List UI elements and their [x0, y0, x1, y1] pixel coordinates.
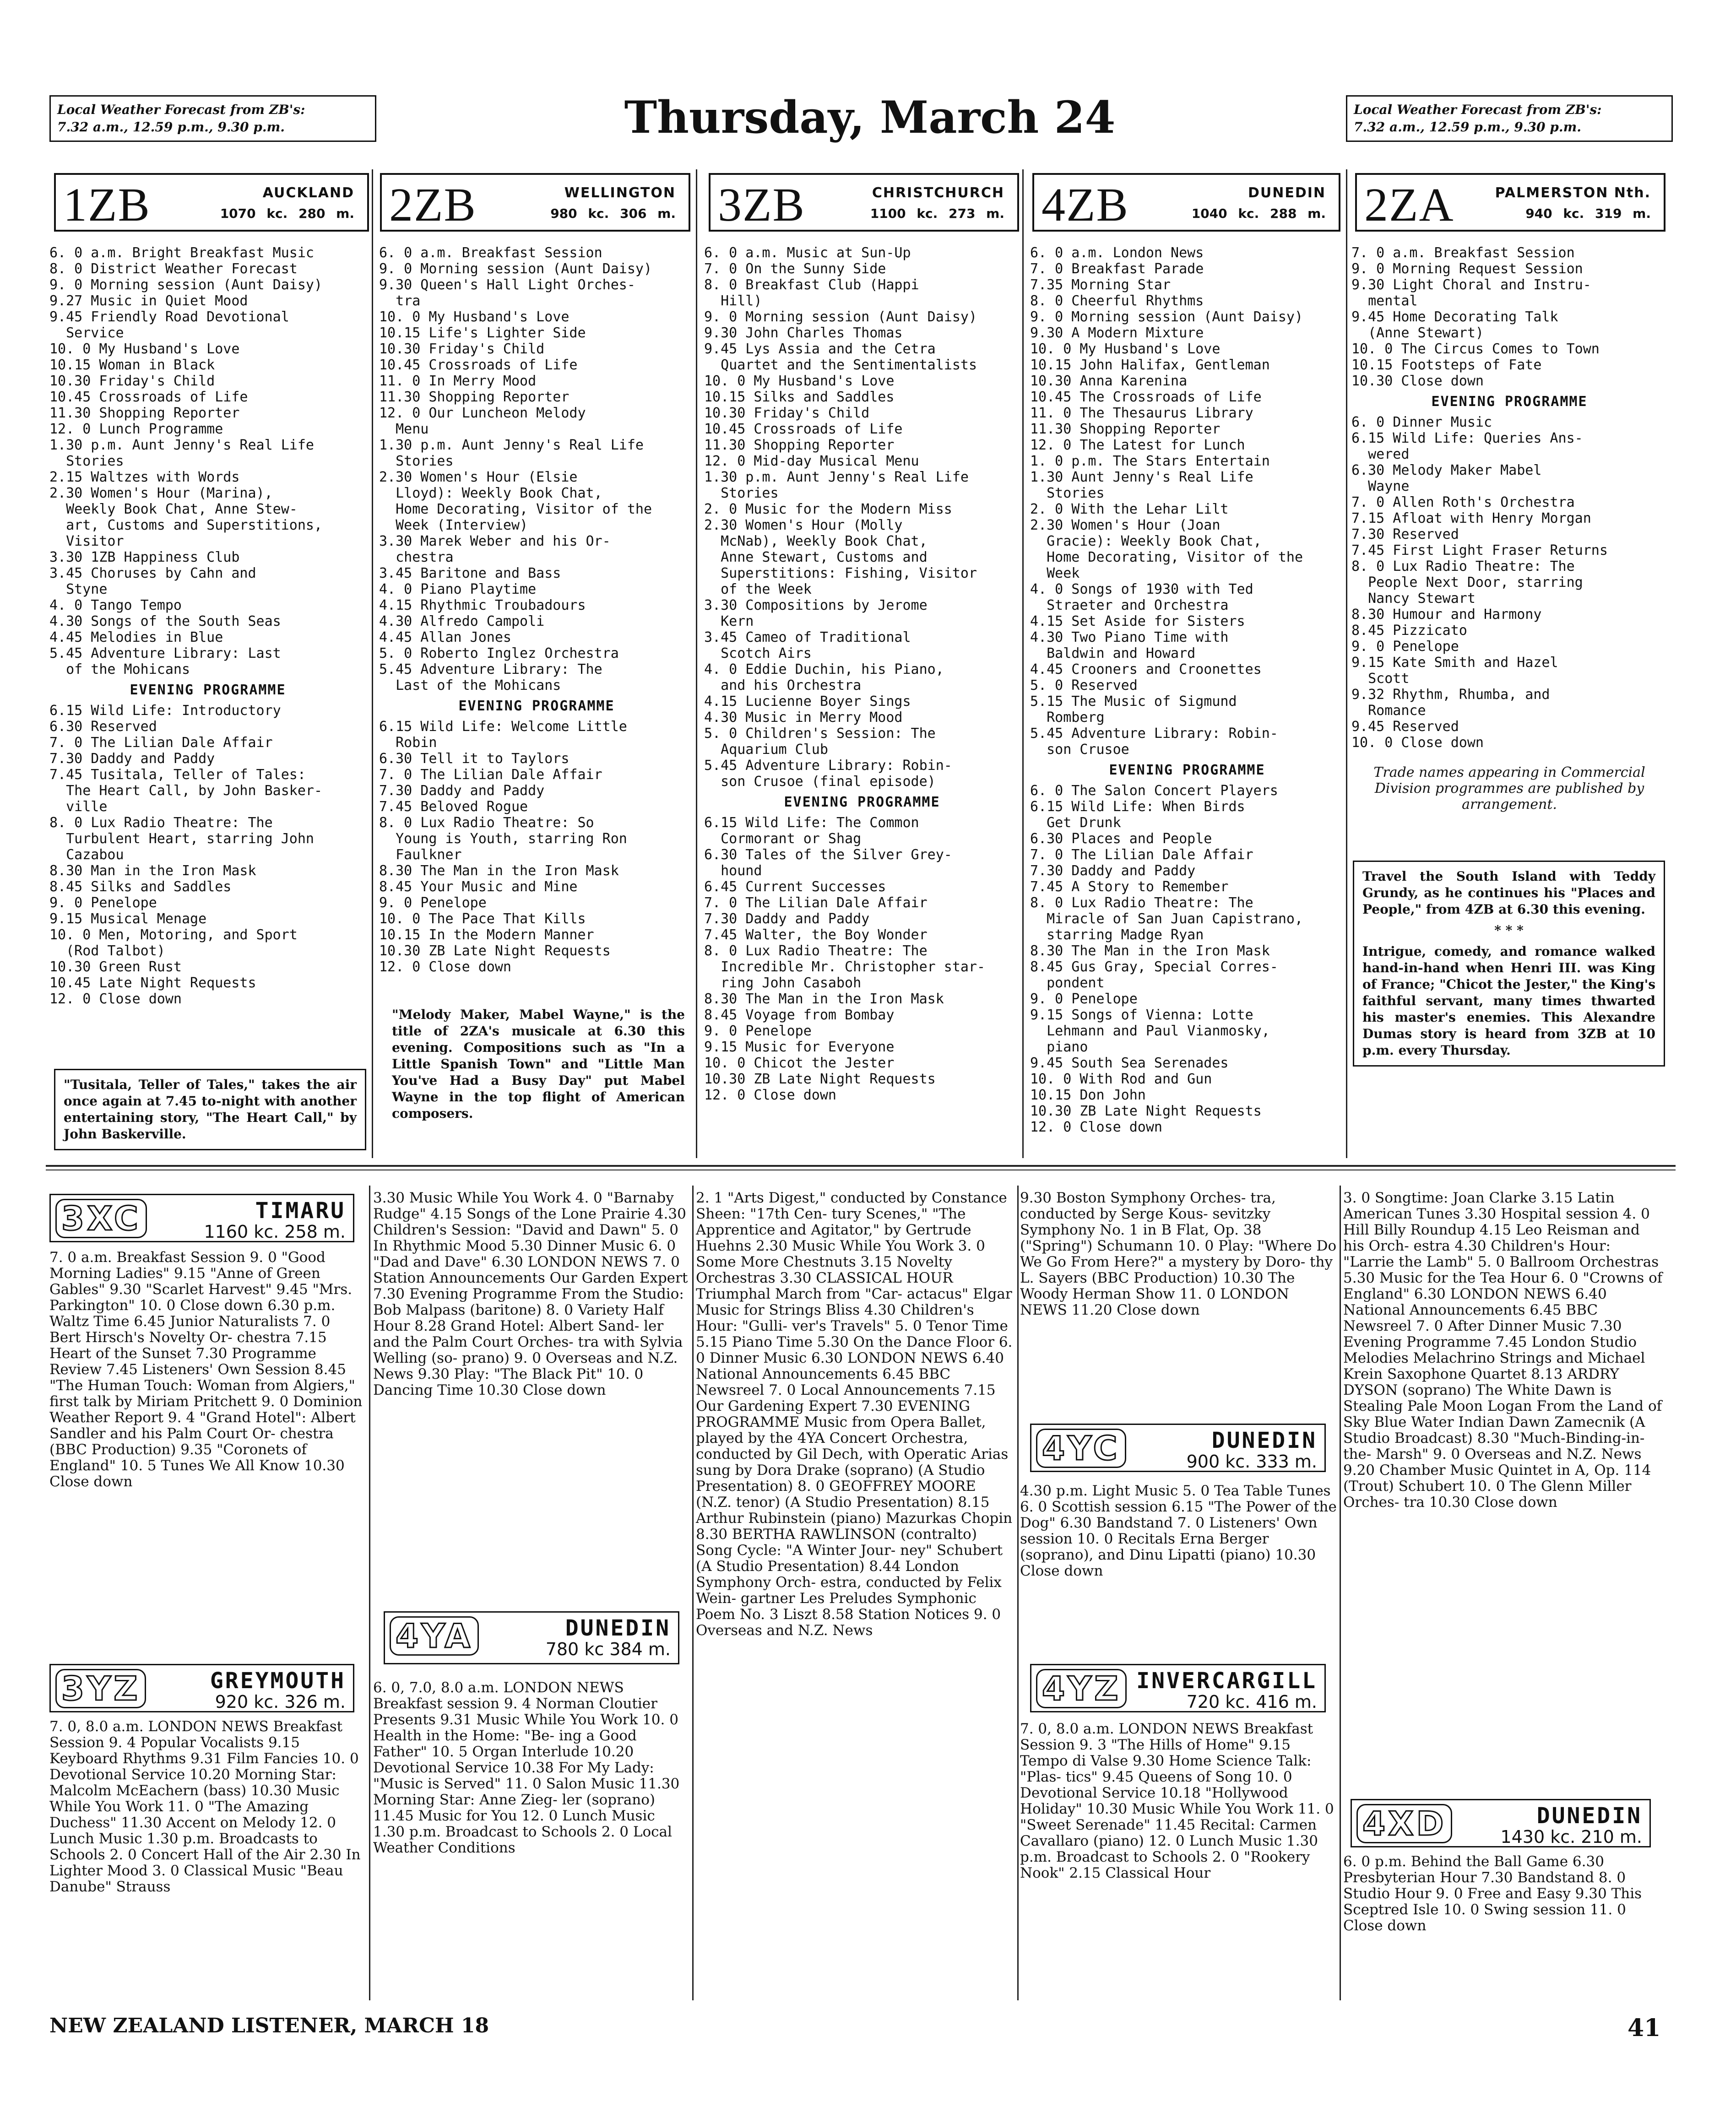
weather-forecast-right-line2: 7.32 a.m., 12.59 p.m., 9.30 p.m.: [1354, 119, 1581, 135]
schedule-2za: [1351, 245, 1667, 812]
station-header-4xd: [1351, 1799, 1651, 1847]
station-frequency: 780 kc 384 m.: [545, 1639, 671, 1659]
promo-tusitala: "Tusitala, Teller of Tales," takes the air once again at 7.45 to-night with another entertaining story, "The Heart Call," by John Baskerville.: [54, 1069, 366, 1150]
column-divider: [692, 1186, 694, 2000]
schedule-4ya: 6. 0, 7.0, 8.0 a.m. LONDON NEWS Breakfast session 9. 4 Norman Cloutier Presents 9.31 Music While You Work 10. 0 Health in the Home: "Be- ing a Good Father" 10. 5 Organ Interlude 10.20 Devotional Service 10.38 For My Lady: "Music is Served" 11. 0 Salon Music 11.30 Morning Star: Anne Zieg- ler (soprano) 11.45 Music for You 12. 0 Lunch Music 1.30 p.m. Broadcast to Schools 2. 0 Local Weather Conditions: [373, 1679, 680, 1856]
evening-programme-heading: EVENING PROGRAMME: [784, 794, 940, 810]
schedule-4xd: 6. 0 p.m. Behind the Ball Game 6.30 Presbyterian Hour 7.30 Bandstand 8. 0 Studio Hour 9. 0 Free and Easy 9.30 This Sceptred Isle 10. 0 Swing session 11. 0 Close down: [1343, 1853, 1642, 1934]
evening-programme-heading: EVENING PROGRAMME: [1431, 394, 1588, 410]
station-city: TIMARU: [255, 1198, 346, 1224]
station-logo: 4YC: [1036, 1429, 1126, 1468]
station-city: INVERCARGILL: [1136, 1668, 1317, 1694]
schedule-4ya-late: 9.30 Boston Symphony Orches- tra, conducted by Serge Kous- sevitzky Symphony No. 1 in B Flat, Op. 38 ("Spring") Schumann 10. 0 Play: "Where Do We Go From Here?" a mystery by Doro- thy L. Sayers (BBC Production) 10.30 The Woody Herman Show 11. 0 LONDON NEWS 11.20 Close down: [1020, 1190, 1337, 1318]
promo-melody-maker: "Melody Maker, Mabel Wayne," is the title of 2ZA's musicale at 6.30 this evening. Compositions such as "In a Little Spanish Town" and "Little Man You've Had a Busy Day" put Mabel Wayne in the top flight of American composers.: [392, 1007, 685, 1121]
station-call-sign: 2ZA: [1364, 179, 1454, 231]
schedule-3zb-day: 6. 0 a.m. Music at Sun-Up 7. 0 On the Sunny Side 8. 0 Breakfast Club (Happi Hill) 9. 0 Morning session (Aunt Daisy) 9.30 John Charles Thomas 9.45 Lys Assia and the Cetra Quartet and the Sentimentalists 10. 0 My Husband's Love 10.15 Silks and Saddles 10.30 Friday's Child 10.45 Crossroads of Life 11.30 Shopping Reporter 12. 0 Mid-day Musical Menu 1.30 p.m. Aunt Jenny's Real Life Stories 2. 0 Music for the Modern Miss 2.30 Women's Hour (Molly McNab), Weekly Book Chat, Anne Stewart, Customs and Superstitions: Fishing, Visitor of the Week 3.30 Compositions by Jerome Kern 3.45 Cameo of Traditional Scotch Airs 4. 0 Eddie Duchin, his Piano, and his Orchestra 4.15 Lucienne Boyer Sings 4.30 Music in Merry Mood 5. 0 Children's Session: The Aquarium Club 5.45 Adventure Library: Robin- son Crusoe (final episode): [704, 245, 977, 790]
schedule-4zb-evening: 6. 0 The Salon Concert Players 6.15 Wild Life: When Birds Get Drunk 6.30 Places and People 7. 0 The Lilian Dale Affair 7.30 Daddy and Paddy 7.45 A Story to Remember 8. 0 Lux Radio Theatre: The Miracle of San Juan Capistrano, starring Madge Ryan 8.30 The Man in the Iron Mask 8.45 Gus Gray, Special Corres- pondent 9. 0 Penelope 9.15 Songs of Vienna: Lotte Lehmann and Paul Vianmosky, piano 9.45 South Sea Serenades 10. 0 With Rod and Gun 10.15 Don John 10.30 ZB Late Night Requests 12. 0 Close down: [1030, 783, 1303, 1135]
schedule-2zb-day: 6. 0 a.m. Breakfast Session 9. 0 Morning session (Aunt Daisy) 9.30 Queen's Hall Light Orches- tra 10. 0 My Husband's Love 10.15 Life's Lighter Side 10.30 Friday's Child 10.45 Crossroads of Life 11. 0 In Merry Mood 11.30 Shopping Reporter 12. 0 Our Luncheon Melody Menu 1.30 p.m. Aunt Jenny's Real Life Stories 2.30 Women's Hour (Elsie Lloyd): Weekly Book Chat, Home Decorating, Visitor of the Week (Interview) 3.30 Marek Weber and his Or- chestra 3.45 Baritone and Bass 4. 0 Piano Playtime 4.15 Rhythmic Troubadours 4.30 Alfredo Campoli 4.45 Allan Jones 5. 0 Roberto Inglez Orchestra 5.45 Adventure Library: The Last of the Mohicans: [379, 245, 652, 693]
schedule-4yz: 7. 0, 8.0 a.m. LONDON NEWS Breakfast Session 9. 3 "The Hills of Home" 9.15 Tempo di Valse 9.30 Home Science Talk: "Plas- tics" 9.45 Queens of Song 10. 0 Devotional Service 10.18 "Hollywood Holiday" 10.30 Music While You Work 11. 0 "Sweet Serenade" 11.45 Recital: Carmen Cavallaro (piano) 12. 0 Lunch Music 1.30 p.m. Broadcast to Schools 2. 0 "Rookery Nook" 2.15 Classical Hour: [1020, 1721, 1334, 1881]
station-logo: 4YZ: [1036, 1669, 1127, 1708]
schedule-3xc: 7. 0 a.m. Breakfast Session 9. 0 "Good Morning Ladies" 9.15 "Anne of Green Gables" 9.30 "Scarlet Harvest" 9.45 "Mrs. Parkington" 10. 0 Close down 6.30 p.m. Waltz Time 6.45 Junior Naturalists 7. 0 Bert Hirsch's Novelty Or- chestra 7.15 Heart of the Sunset 7.30 Programme Review 7.45 Listeners' Own Session 8.45 "The Human Touch: Woman from Algiers," first talk by Miriam Pritchett 9. 0 Dominion Weather Report 9. 4 "Grand Hotel": Albert Sandler and his Palm Court Or- chestra (BBC Production) 9.35 "Coronets of England" 10. 5 Tunes We All Know 10.30 Close down: [49, 1249, 363, 1490]
station-frequency: 980 kc. 306 m.: [550, 206, 676, 221]
schedule-1zb: [49, 245, 366, 1007]
station-logo: 4YA: [390, 1616, 479, 1656]
station-header-4ya: [384, 1611, 679, 1664]
station-frequency: 1430 kc. 210 m.: [1500, 1827, 1642, 1847]
station-header-2za: [1355, 173, 1665, 232]
publication-footer: NEW ZEALAND LISTENER, MARCH 18: [49, 2014, 489, 2037]
station-city: DUNEDIN: [565, 1615, 671, 1641]
station-call-sign: 2ZB: [389, 179, 477, 231]
station-call-sign: 1ZB: [63, 179, 151, 231]
station-city: CHRISTCHURCH: [872, 185, 1004, 201]
evening-programme-heading: EVENING PROGRAMME: [458, 698, 615, 714]
station-header-3xc: [49, 1194, 354, 1242]
station-header-4yc: [1030, 1424, 1326, 1472]
weather-forecast-left: [49, 95, 376, 142]
schedule-1zb-evening: 6.15 Wild Life: Introductory 6.30 Reserved 7. 0 The Lilian Dale Affair 7.30 Daddy and Paddy 7.45 Tusitala, Teller of Tales: The Heart Call, by John Basker- ville 8. 0 Lux Radio Theatre: The Turbulent Heart, starring John Cazabou 8.30 Man in the Iron Mask 8.45 Silks and Saddles 9. 0 Penelope 9.15 Musical Menage 10. 0 Men, Motoring, and Sport (Rod Talbot) 10.30 Green Rust 10.45 Late Night Requests 12. 0 Close down: [49, 703, 323, 1007]
station-logo: 4XD: [1356, 1804, 1452, 1843]
evening-programme-heading: EVENING PROGRAMME: [1109, 762, 1265, 778]
column-divider: [1340, 1186, 1341, 2000]
schedule-1zb-day: 6. 0 a.m. Bright Breakfast Music 8. 0 District Weather Forecast 9. 0 Morning session (Aunt Daisy) 9.27 Music in Quiet Mood 9.45 Friendly Road Devotional Service 10. 0 My Husband's Love 10.15 Woman in Black 10.30 Friday's Child 10.45 Crossroads of Life 11.30 Shopping Reporter 12. 0 Lunch Programme 1.30 p.m. Aunt Jenny's Real Life Stories 2.15 Waltzes with Words 2.30 Women's Hour (Marina), Weekly Book Chat, Anne Stew- art, Customs and Superstitions, Visitor 3.30 1ZB Happiness Club 3.45 Choruses by Cahn and Styne 4. 0 Tango Tempo 4.30 Songs of the South Seas 4.45 Melodies in Blue 5.45 Adventure Library: Last of the Mohicans: [49, 245, 323, 677]
station-frequency: 940 kc. 319 m.: [1525, 206, 1651, 221]
section-divider: [46, 1165, 1676, 1167]
column-divider: [369, 1186, 370, 2000]
station-header-1zb: [54, 173, 369, 232]
trade-names-note: Trade names appearing in Commercial Division programmes are published by arrangement.: [1373, 764, 1650, 812]
station-header-4zb: [1032, 173, 1340, 232]
column-divider: [1022, 169, 1024, 1158]
station-header-3zb: [709, 173, 1019, 232]
weather-forecast-right-line1: Local Weather Forecast from ZB's:: [1354, 102, 1602, 117]
station-city: DUNEDIN: [1536, 1803, 1642, 1829]
promo-chicot: [1353, 861, 1665, 1067]
station-city: DUNEDIN: [1248, 185, 1326, 201]
schedule-3zb: [704, 245, 1020, 1103]
column-divider: [1017, 1186, 1019, 2000]
page-title: Thursday, March 24: [624, 92, 1116, 143]
station-logo: 3YZ: [55, 1669, 146, 1708]
promo-separator: * * *: [1494, 923, 1524, 938]
station-call-sign: 3ZB: [718, 179, 805, 231]
schedule-2zb: [379, 245, 694, 975]
station-call-sign: 4ZB: [1042, 179, 1129, 231]
station-city: AUCKLAND: [262, 185, 354, 201]
station-frequency: 900 kc. 333 m.: [1186, 1451, 1317, 1472]
station-city: GREYMOUTH: [210, 1668, 346, 1694]
station-frequency: 1040 kc. 288 m.: [1191, 206, 1326, 221]
station-frequency: 1070 kc. 280 m.: [220, 206, 354, 221]
schedule-4yc: 4.30 p.m. Light Music 5. 0 Tea Table Tunes 6. 0 Scottish session 6.15 "The Power of the Dog" 6.30 Bandstand 7. 0 Listeners' Own session 10. 0 Recitals Erna Berger (soprano), and Dinu Lipatti (piano) 10.30 Close down: [1020, 1483, 1337, 1579]
column-divider: [1346, 169, 1347, 1158]
station-header-4yz: [1030, 1664, 1326, 1712]
station-frequency: 1100 kc. 273 m.: [870, 206, 1004, 221]
station-city: PALMERSTON Nth.: [1495, 185, 1651, 201]
schedule-4zb-day: 6. 0 a.m. London News 7. 0 Breakfast Parade 7.35 Morning Star 8. 0 Cheerful Rhythms 9. 0 Morning session (Aunt Daisy) 9.30 A Modern Mixture 10. 0 My Husband's Love 10.15 John Halifax, Gentleman 10.30 Anna Karenina 10.45 The Crossroads of Life 11. 0 The Thesaurus Library 11.30 Shopping Reporter 12. 0 The Latest for Lunch 1. 0 p.m. The Stars Entertain 1.30 Aunt Jenny's Real Life Stories 2. 0 With the Lehar Lilt 2.30 Women's Hour (Joan Gracie): Weekly Book Chat, Home Decorating, Visitor of the Week 4. 0 Songs of 1930 with Ted Straeter and Orchestra 4.15 Set Aside for Sisters 4.30 Two Piano Time with Baldwin and Howard 4.45 Crooners and Croonettes 5. 0 Reserved 5.15 The Music of Sigmund Romberg 5.45 Adventure Library: Robin- son Crusoe: [1030, 245, 1303, 758]
schedule-2zb-evening: 6.15 Wild Life: Welcome Little Robin 6.30 Tell it to Taylors 7. 0 The Lilian Dale Affair 7.30 Daddy and Paddy 7.45 Beloved Rogue 8. 0 Lux Radio Theatre: So Young is Youth, starring Ron Faulkner 8.30 The Man in the Iron Mask 8.45 Your Music and Mine 9. 0 Penelope 10. 0 The Pace That Kills 10.15 In the Modern Manner 10.30 ZB Late Night Requests 12. 0 Close down: [379, 719, 627, 975]
schedule-3zb-evening: 6.15 Wild Life: The Common Cormorant or Shag 6.30 Tales of the Silver Grey- hound 6.45 Current Successes 7. 0 The Lilian Dale Affair 7.30 Daddy and Paddy 7.45 Walter, the Boy Wonder 8. 0 Lux Radio Theatre: The Incredible Mr. Christopher star- ring John Casaboh 8.30 The Man in the Iron Mask 8.45 Voyage from Bombay 9. 0 Penelope 9.15 Music for Everyone 10. 0 Chicot the Jester 10.30 ZB Late Night Requests 12. 0 Close down: [704, 815, 986, 1103]
station-logo: 3XC: [55, 1199, 147, 1238]
schedule-4yz-continued: 3. 0 Songtime: Joan Clarke 3.15 Latin American Tunes 3.30 Hospital session 4. 0 Hill Billy Roundup 4.15 Leo Reisman and his Orch- estra 4.30 Children's Hour: "Larrie the Lamb" 5. 0 Ballroom Orchestras 5.30 Music for the Tea Hour 6. 0 "Crowns of England" 6.30 LONDON NEWS 6.40 National Announcements 6.45 BBC Newsreel 7. 0 After Dinner Music 7.30 Evening Programme 7.45 London Studio Melodies Melachrino Strings and Michael Krein Saxophone Quartet 8.13 ARDRY DYSON (soprano) The White Dawn is Stealing Pale Moon Logan From the Land of Sky Blue Water Indian Dawn Zamecnik (A Studio Broadcast) 8.30 "Much-Binding-in-the- Marsh" 9. 0 Overseas and N.Z. News 9.20 Chamber Music Quintet in A, Op. 114 (Trout) Schubert 10. 0 The Glenn Miller Orches- tra 10.30 Close down: [1343, 1190, 1663, 1511]
promo-travel: Travel the South Island with Teddy Grundy, as he continues his "Places and People," from 4ZB at 6.30 this evening.: [1362, 869, 1655, 917]
page-number: 41: [1628, 2014, 1661, 2042]
schedule-2za-evening: 6. 0 Dinner Music 6.15 Wild Life: Queries Ans- wered 6.30 Melody Maker Mabel Wayne 7. 0 Allen Roth's Orchestra 7.15 Afloat with Henry Morgan 7.30 Reserved 7.45 First Light Fraser Returns 8. 0 Lux Radio Theatre: The People Next Door, starring Nancy Stewart 8.30 Humour and Harmony 8.45 Pizzicato 9. 0 Penelope 9.15 Kate Smith and Hazel Scott 9.32 Rhythm, Rhumba, and Romance 9.45 Reserved 10. 0 Close down: [1351, 414, 1608, 751]
column-divider: [372, 169, 373, 1158]
weather-forecast-left-line2: 7.32 a.m., 12.59 p.m., 9.30 p.m.: [57, 119, 285, 135]
station-frequency: 720 kc. 416 m.: [1186, 1692, 1317, 1712]
column-divider: [696, 169, 697, 1158]
station-city: WELLINGTON: [564, 185, 676, 201]
station-header-3yz: [49, 1664, 354, 1712]
schedule-3yz-continued: 3.30 Music While You Work 4. 0 "Barnaby Rudge" 4.15 Songs of the Lone Prairie 4.30 Children's Session: "David and Dawn" 5. 0 In Rhythmic Mood 5.30 Dinner Music 6. 0 "Dad and Dave" 6.30 LONDON NEWS 7. 0 Station Announcements Our Garden Expert 7.30 Evening Programme From the Studio: Bob Malpass (baritone) 8. 0 Variety Half Hour 8.28 Grand Hotel: Albert Sand- ler and the Palm Court Orches- tra with Sylvia Welling (so- prano) 9. 0 Overseas and N.Z. News 9.30 Play: "The Black Pit" 10. 0 Dancing Time 10.30 Close down: [373, 1190, 688, 1398]
weather-forecast-right: [1346, 95, 1673, 142]
schedule-4ya-continued: 2. 1 "Arts Digest," conducted by Constance Sheen: "17th Cen- tury Scenes," "The Apprentice and Agitator," by Gertrude Huehns 2.30 Music While You Work 3. 0 Some More Chestnuts 3.15 Novelty Orchestras 3.30 CLASSICAL HOUR Triumphal March from "Car- actacus" Elgar Music for Strings Bliss 4.30 Children's Hour: "Gulli- ver's Travels" 5. 0 Tenor Time 5.15 Piano Time 5.30 On the Dance Floor 6. 0 Dinner Music 6.30 LONDON NEWS 6.40 National Announcements 6.45 BBC Newsreel 7. 0 Local Announcements 7.15 Our Gardening Expert 7.30 EVENING PROGRAMME Music from Opera Ballet, played by the 4YA Concert Orchestra, conducted by Gil Dech, with Operatic Arias sung by Dora Drake (soprano) (A Studio Presentation) 8. 0 GEOFFREY MOORE (N.Z. tenor) (A Studio Presentation) 8.15 Arthur Rubinstein (piano) Mazurkas Chopin 8.30 BERTHA RAWLINSON (contralto) Song Cycle: "A Winter Jour- ney" Schubert (A Studio Presentation) 8.44 London Symphony Orch- estra, conducted by Felix Wein- gartner Les Preludes Symphonic Poem No. 3 Liszt 8.58 Station Notices 9. 0 Overseas and N.Z. News: [696, 1190, 1013, 1639]
station-header-2zb: [380, 173, 690, 232]
promo-intrigue: Intrigue, comedy, and romance walked hand-in-hand when Henri III. was King of France; "Chicot the Jester," the King's faithful servant, many times thwarted his master's enemies. This Alexandre Dumas story is heard from 3ZB at 10 p.m. every Thursday.: [1362, 944, 1655, 1058]
schedule-4zb: [1030, 245, 1344, 1135]
station-frequency: 1160 kc. 258 m.: [204, 1222, 346, 1242]
schedule-3yz: 7. 0, 8.0 a.m. LONDON NEWS Breakfast Session 9. 4 Popular Vocalists 9.15 Keyboard Rhythms 9.31 Film Fancies 10. 0 Devotional Service 10.20 Morning Star: Malcolm McEachern (bass) 10.30 Music While You Work 11. 0 "The Amazing Duchess" 11.30 Accent on Melody 12. 0 Lunch Music 1.30 p.m. Broadcasts to Schools 2. 0 Concert Hall of the Air 2.30 In Lighter Mood 3. 0 Classical Music "Beau Danube" Strauss: [49, 1718, 361, 1895]
station-city: DUNEDIN: [1211, 1428, 1317, 1453]
station-frequency: 920 kc. 326 m.: [215, 1692, 346, 1712]
weather-forecast-left-line1: Local Weather Forecast from ZB's:: [57, 102, 305, 117]
evening-programme-heading: EVENING PROGRAMME: [130, 682, 286, 698]
schedule-2za-day: 7. 0 a.m. Breakfast Session 9. 0 Morning Request Session 9.30 Light Choral and Instru- mental 9.45 Home Decorating Talk (Anne Stewart) 10. 0 The Circus Comes to Town 10.15 Footsteps of Fate 10.30 Close down: [1351, 245, 1600, 389]
